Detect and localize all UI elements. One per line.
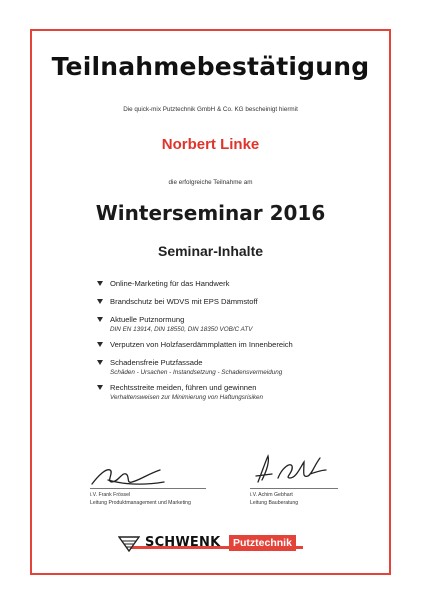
topic-item — [96, 340, 396, 349]
participation-line: die erfolgreiche Teilnahme am — [168, 179, 253, 186]
signatory-2 — [250, 491, 298, 507]
schwenk-logo — [118, 534, 303, 554]
topic-list — [96, 279, 396, 401]
topic-label: Brandschutz bei WDVS mit EPS Dämmstoff — [110, 297, 258, 306]
topic-detail: Verhaltensweisen zur Minimierung von Haftungsrisiken — [110, 394, 264, 401]
topic-item — [96, 383, 396, 401]
signatory-name: i.V. Achim Gebhart — [250, 492, 293, 498]
topic-label: Aktuelle Putznormung — [110, 315, 185, 324]
topic-label: Verputzen von Holzfaserdämmplatten im Innenbereich — [110, 340, 293, 349]
certificate-title: Teilnahmebestätigung — [51, 52, 370, 81]
section-heading: Seminar-Inhalte — [157, 243, 264, 259]
topic-label: Online-Marketing für das Handwerk — [110, 279, 230, 288]
logo-mark-icon — [118, 536, 140, 552]
signature-image-2 — [250, 448, 330, 488]
topic-item — [96, 358, 396, 376]
topic-item — [96, 315, 396, 333]
signatory-name: i.V. Frank Frössel — [90, 492, 131, 498]
topic-item — [96, 297, 396, 306]
bullet-icon — [97, 385, 103, 390]
signatory-role: Leitung Bauberatung — [250, 500, 299, 506]
signature-line-1 — [90, 488, 206, 489]
bullet-icon — [97, 360, 103, 365]
bullet-icon — [97, 317, 103, 322]
logo-product: Putztechnik — [229, 535, 296, 551]
event-title: Winterseminar 2016 — [95, 201, 326, 225]
bullet-icon — [97, 299, 103, 304]
signature-image-1 — [88, 454, 168, 492]
topic-detail: DIN EN 13914, DIN 18550, DIN 18350 VOB/C ATV — [110, 326, 253, 333]
bullet-icon — [97, 281, 103, 286]
topic-item — [96, 279, 396, 288]
recipient-name: Norbert Linke — [161, 136, 260, 153]
signatory-role: Leitung Produktmanagement und Marketing — [90, 500, 191, 506]
signatory-1 — [90, 491, 191, 507]
topic-detail: Schäden - Ursachen - Instandsetzung - Schadensvermeidung — [110, 369, 283, 376]
issuer-line: Die quick-mix Putztechnik GmbH & Co. KG bescheinigt hiermit — [123, 106, 298, 113]
topic-label: Schadensfreie Putzfassade — [110, 358, 203, 367]
topic-label: Rechtsstreite meiden, führen und gewinnen — [110, 383, 257, 392]
logo-brand: SCHWENK — [145, 535, 221, 550]
signature-line-2 — [250, 488, 338, 489]
bullet-icon — [97, 342, 103, 347]
